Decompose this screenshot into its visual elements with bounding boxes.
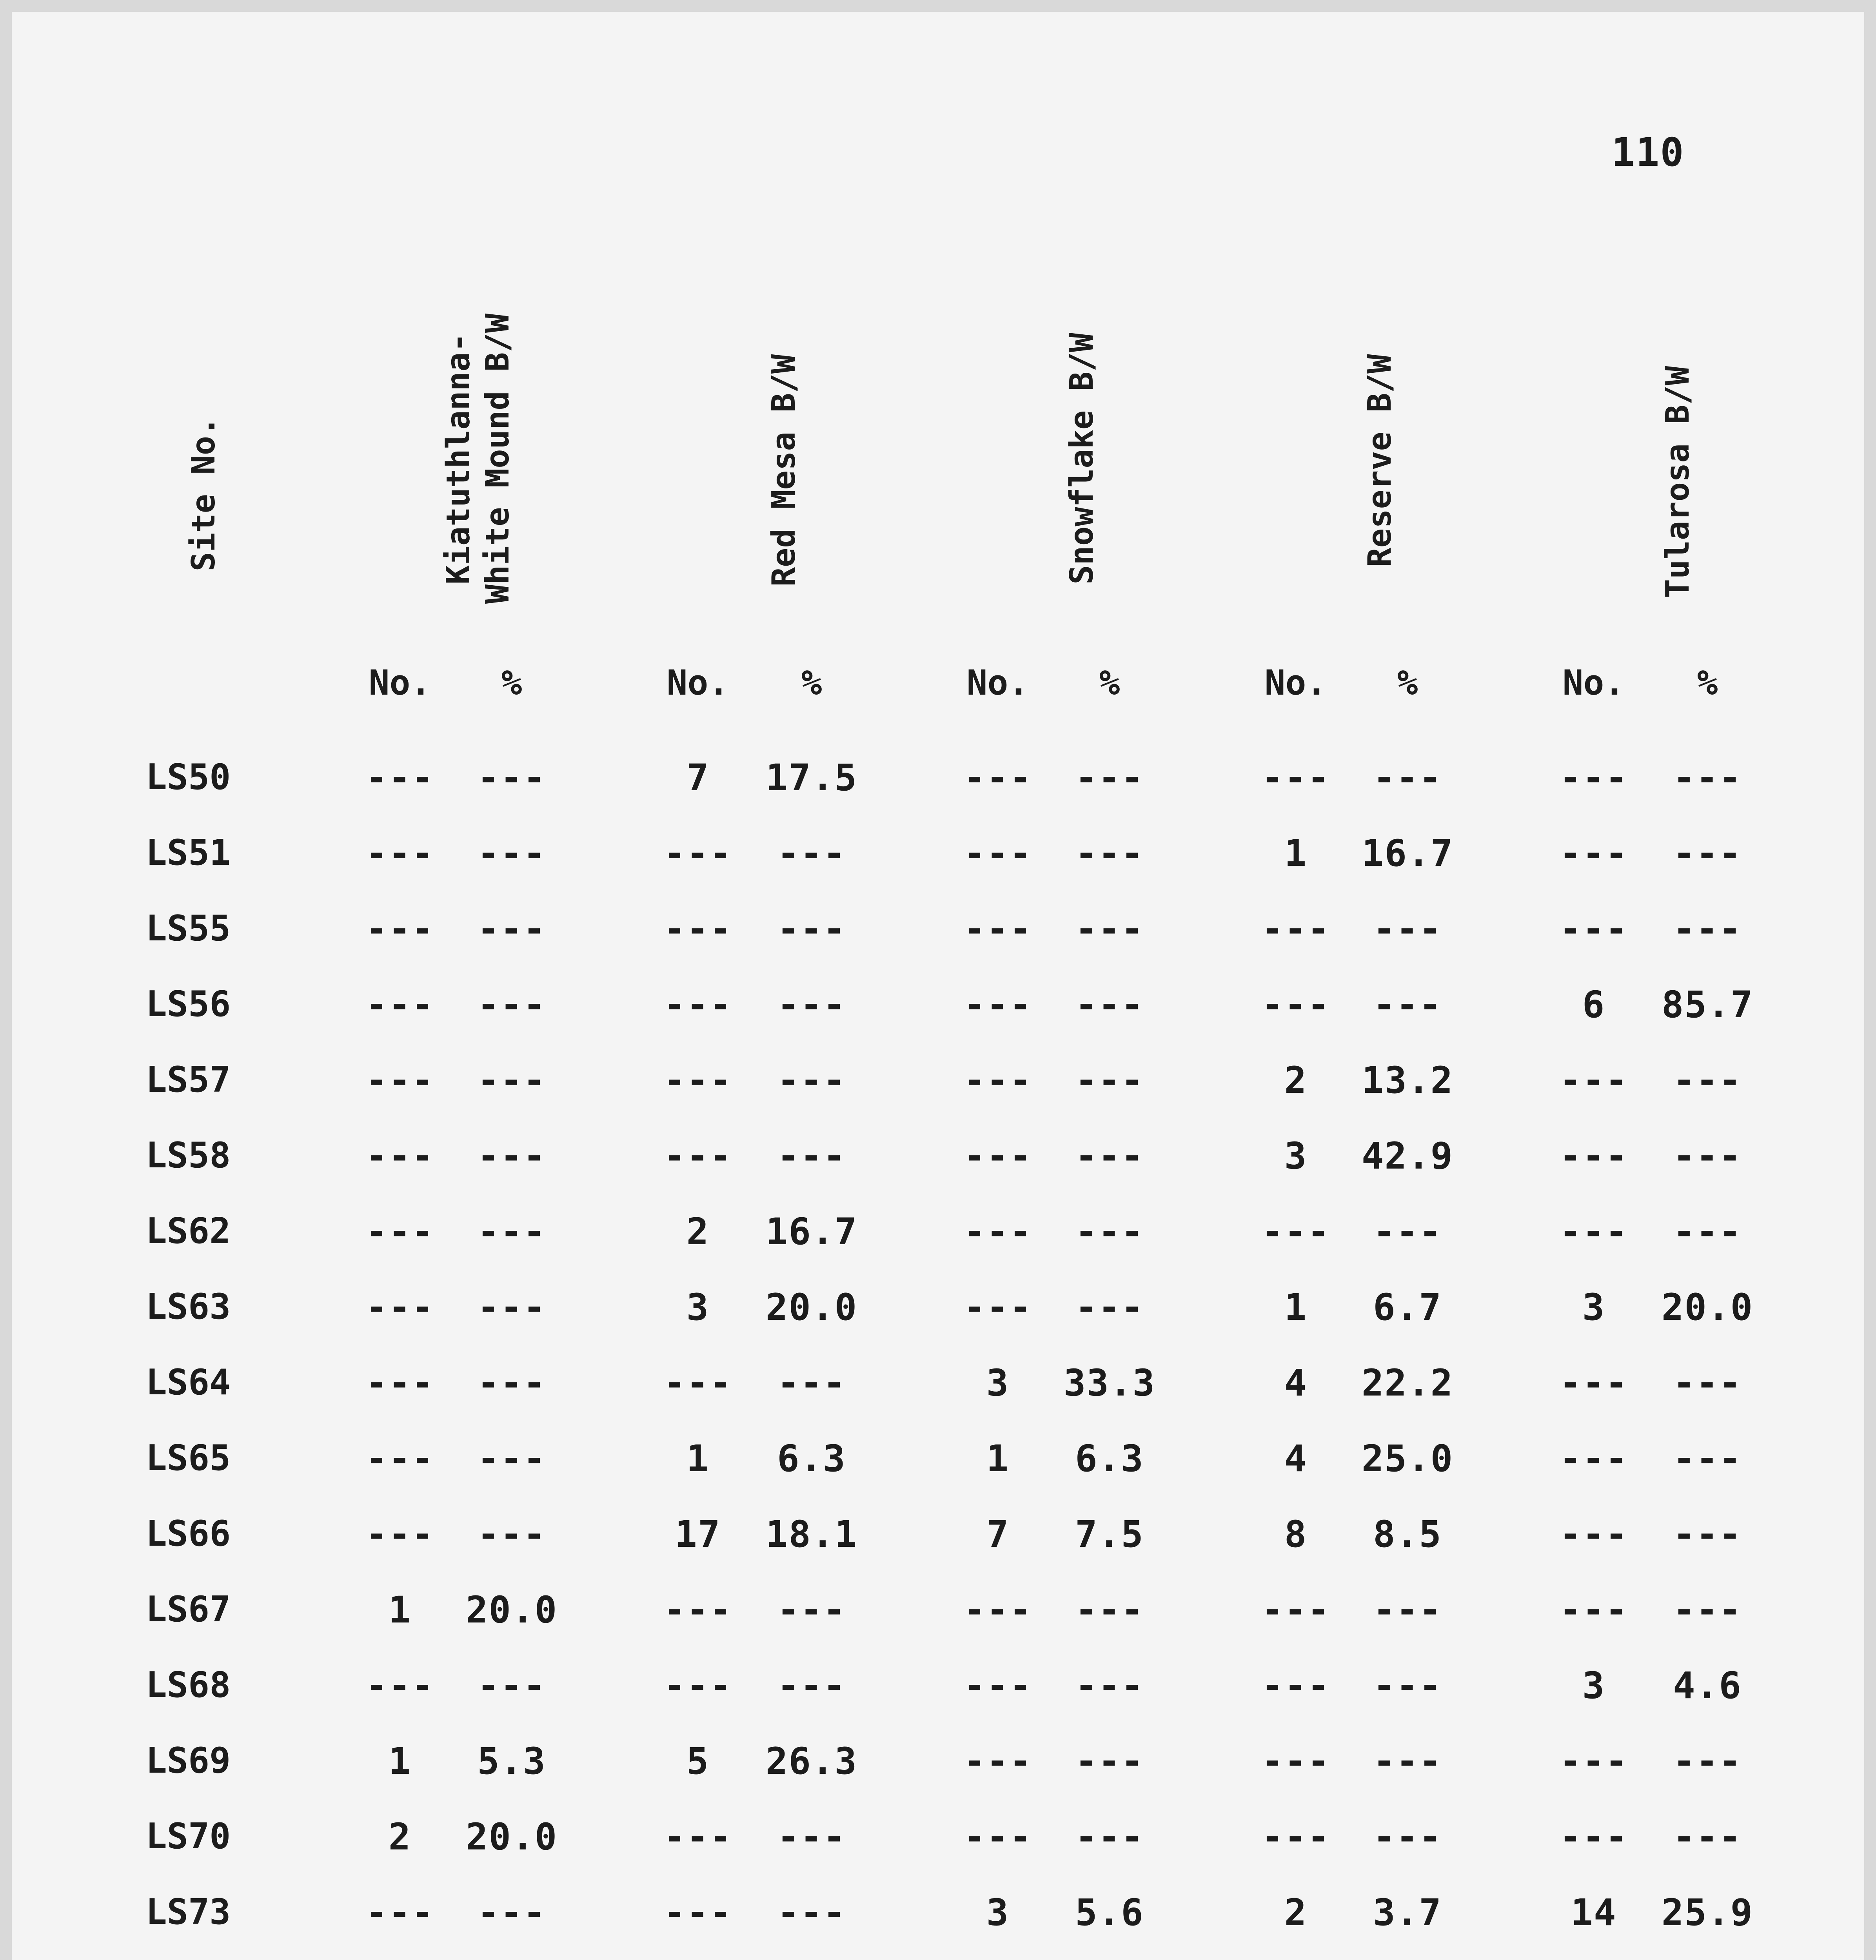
pottery-type-header-line: Snowflake B/W	[1063, 333, 1101, 584]
pottery-type-header-line: White Mound B/W	[479, 313, 516, 604]
percent-cell: ---	[1075, 984, 1144, 1026]
count-cell: ---	[1559, 1816, 1628, 1858]
percent-cell: ---	[477, 1891, 546, 1934]
count-cell: ---	[365, 1513, 434, 1556]
count-cell: ---	[1559, 1362, 1628, 1405]
count-cell: 1	[1284, 832, 1308, 875]
percent-cell: ---	[1673, 1589, 1742, 1632]
count-cell: 2	[686, 1210, 710, 1253]
percent-cell: ---	[1373, 908, 1442, 951]
percent-cell: ---	[777, 1664, 846, 1707]
count-cell: ---	[365, 984, 434, 1026]
percent-cell: ---	[777, 1589, 846, 1632]
count-cell: ---	[1559, 1059, 1628, 1102]
count-cell: 7	[686, 757, 710, 799]
count-cell: 3	[1582, 1286, 1605, 1329]
percent-cell: ---	[477, 1059, 546, 1102]
percent-cell: 42.9	[1361, 1135, 1454, 1178]
percent-cell: ---	[477, 908, 546, 951]
count-cell: ---	[963, 1286, 1032, 1329]
percent-cell: 6.7	[1373, 1286, 1442, 1329]
percent-cell: ---	[1673, 1362, 1742, 1405]
percent-cell: ---	[477, 832, 546, 875]
percent-cell: ---	[777, 832, 846, 875]
count-cell: ---	[663, 832, 732, 875]
percent-cell: 17.5	[765, 757, 858, 799]
count-cell: ---	[963, 1059, 1032, 1102]
percent-cell: ---	[1373, 1816, 1442, 1858]
percent-column-header: %	[1697, 662, 1718, 703]
percent-column-header: %	[1099, 662, 1120, 703]
count-cell: 3	[986, 1891, 1010, 1934]
count-cell: ---	[1559, 832, 1628, 875]
pottery-type-header	[1360, 354, 1400, 567]
site-number-cell: LS67	[145, 1589, 231, 1630]
count-cell: ---	[365, 1210, 434, 1253]
site-number-cell: LS66	[145, 1513, 231, 1554]
count-cell: ---	[365, 1437, 434, 1480]
site-number-cell: LS69	[145, 1740, 231, 1781]
percent-cell: ---	[1075, 1589, 1144, 1632]
percent-cell: ---	[477, 1135, 546, 1178]
percent-cell: ---	[777, 908, 846, 951]
percent-cell: ---	[1075, 1664, 1144, 1707]
count-cell: ---	[663, 1664, 732, 1707]
site-number-cell: LS55	[145, 908, 231, 949]
percent-cell: ---	[777, 1816, 846, 1858]
count-cell: ---	[1559, 1437, 1628, 1480]
percent-cell: ---	[777, 1135, 846, 1178]
percent-cell: ---	[777, 1059, 846, 1102]
count-cell: ---	[365, 1362, 434, 1405]
count-cell: 3	[1582, 1664, 1605, 1707]
percent-cell: 25.9	[1661, 1891, 1754, 1934]
count-cell: ---	[1261, 757, 1330, 799]
count-cell: ---	[1559, 1210, 1628, 1253]
count-cell: ---	[365, 832, 434, 875]
percent-cell: ---	[477, 1437, 546, 1480]
count-cell: 2	[388, 1816, 412, 1858]
count-cell: ---	[365, 1059, 434, 1102]
count-cell: ---	[963, 1135, 1032, 1178]
pottery-type-header	[765, 354, 804, 586]
percent-cell: ---	[477, 1513, 546, 1556]
page-number: 110	[1611, 129, 1685, 175]
count-cell: ---	[663, 1362, 732, 1405]
count-cell: ---	[1261, 1816, 1330, 1858]
site-no-header-label: Site No.	[185, 416, 222, 572]
count-cell: ---	[365, 1891, 434, 1934]
count-cell: ---	[1261, 908, 1330, 951]
document-page	[12, 12, 1864, 1960]
percent-cell: ---	[477, 1210, 546, 1253]
count-cell: ---	[963, 1740, 1032, 1783]
site-no-header	[184, 417, 223, 572]
count-cell: ---	[963, 1210, 1032, 1253]
percent-cell: 26.3	[765, 1740, 858, 1783]
count-cell: ---	[365, 1286, 434, 1329]
count-cell: ---	[1559, 1513, 1628, 1556]
count-cell: ---	[963, 1816, 1032, 1858]
percent-cell: ---	[1673, 757, 1742, 799]
pottery-type-header-line: Reserve B/W	[1361, 354, 1398, 567]
count-cell: 8	[1284, 1513, 1308, 1556]
percent-cell: ---	[1673, 1513, 1742, 1556]
percent-cell: 4.6	[1673, 1664, 1742, 1707]
percent-column-header: %	[801, 662, 822, 703]
count-cell: 6	[1582, 984, 1605, 1026]
count-cell: 1	[1284, 1286, 1308, 1329]
count-cell: ---	[1261, 1740, 1330, 1783]
count-cell: ---	[663, 1891, 732, 1934]
site-number-cell: LS56	[145, 984, 231, 1025]
percent-cell: ---	[1673, 1210, 1742, 1253]
percent-cell: 20.0	[1661, 1286, 1754, 1329]
count-cell: 4	[1284, 1437, 1308, 1480]
percent-cell: 16.7	[765, 1210, 858, 1253]
percent-cell: ---	[777, 1362, 846, 1405]
count-cell: 1	[686, 1437, 710, 1480]
pottery-type-header	[1062, 333, 1102, 584]
percent-cell: ---	[477, 984, 546, 1026]
count-cell: ---	[963, 908, 1032, 951]
percent-cell: ---	[1373, 757, 1442, 799]
percent-cell: 20.0	[465, 1816, 558, 1858]
count-cell: ---	[963, 984, 1032, 1026]
percent-cell: ---	[1075, 1816, 1144, 1858]
no-column-header: No.	[666, 662, 729, 703]
percent-cell: ---	[1673, 1059, 1742, 1102]
site-number-cell: LS62	[145, 1210, 231, 1252]
count-cell: 1	[388, 1589, 412, 1632]
count-cell: ---	[963, 1589, 1032, 1632]
percent-cell: 6.3	[1075, 1437, 1144, 1480]
site-number-cell: LS64	[145, 1362, 231, 1403]
pottery-type-header-line: Kiatuthlanna-	[440, 333, 477, 584]
no-column-header: No.	[369, 662, 431, 703]
count-cell: ---	[1559, 908, 1628, 951]
percent-column-header: %	[1397, 662, 1418, 703]
percent-cell: ---	[1075, 757, 1144, 799]
percent-cell: ---	[1373, 1664, 1442, 1707]
count-cell: 3	[986, 1362, 1010, 1405]
percent-cell: 3.7	[1373, 1891, 1442, 1934]
site-number-cell: LS70	[145, 1816, 231, 1857]
percent-cell: ---	[1673, 908, 1742, 951]
percent-cell: ---	[1673, 1816, 1742, 1858]
pottery-type-header-line: Red Mesa B/W	[765, 354, 803, 587]
count-cell: 14	[1571, 1891, 1617, 1934]
percent-cell: 18.1	[765, 1513, 858, 1556]
percent-cell: ---	[1373, 1740, 1442, 1783]
percent-cell: ---	[1075, 1135, 1144, 1178]
site-number-cell: LS51	[145, 832, 231, 873]
percent-cell: 8.5	[1373, 1513, 1442, 1556]
count-cell: ---	[1559, 757, 1628, 799]
percent-cell: ---	[1373, 1210, 1442, 1253]
count-cell: ---	[1559, 1740, 1628, 1783]
percent-cell: ---	[1075, 1210, 1144, 1253]
percent-cell: ---	[477, 757, 546, 799]
count-cell: ---	[663, 1816, 732, 1858]
percent-cell: ---	[1673, 1740, 1742, 1783]
percent-cell: ---	[477, 1362, 546, 1405]
percent-cell: 33.3	[1063, 1362, 1156, 1405]
no-column-header: No.	[966, 662, 1029, 703]
site-number-cell: LS58	[145, 1135, 231, 1176]
percent-cell: ---	[1075, 1286, 1144, 1329]
count-cell: 3	[1284, 1135, 1308, 1178]
percent-cell: ---	[1373, 984, 1442, 1026]
percent-cell: ---	[777, 984, 846, 1026]
count-cell: ---	[963, 1664, 1032, 1707]
count-cell: ---	[1261, 1589, 1330, 1632]
site-number-cell: LS68	[145, 1664, 231, 1706]
count-cell: ---	[1559, 1135, 1628, 1178]
percent-cell: 16.7	[1361, 832, 1454, 875]
count-cell: ---	[1261, 984, 1330, 1026]
percent-cell: 22.2	[1361, 1362, 1454, 1405]
count-cell: 1	[388, 1740, 412, 1783]
count-cell: ---	[365, 908, 434, 951]
percent-cell: ---	[1673, 1135, 1742, 1178]
percent-cell: ---	[777, 1891, 846, 1934]
percent-cell: ---	[1673, 832, 1742, 875]
percent-cell: 6.3	[777, 1437, 846, 1480]
percent-cell: ---	[1075, 908, 1144, 951]
percent-cell: 20.0	[465, 1589, 558, 1632]
site-number-cell: LS50	[145, 757, 231, 798]
percent-cell: 7.5	[1075, 1513, 1144, 1556]
count-cell: ---	[963, 757, 1032, 799]
count-cell: ---	[1261, 1664, 1330, 1707]
count-cell: ---	[365, 1664, 434, 1707]
count-cell: ---	[963, 832, 1032, 875]
percent-cell: 85.7	[1661, 984, 1754, 1026]
count-cell: ---	[663, 1589, 732, 1632]
percent-cell: 20.0	[765, 1286, 858, 1329]
percent-cell: 13.2	[1361, 1059, 1454, 1102]
percent-cell: ---	[1673, 1437, 1742, 1480]
no-column-header: No.	[1562, 662, 1625, 703]
no-column-header: No.	[1264, 662, 1327, 703]
count-cell: ---	[365, 1135, 434, 1178]
count-cell: ---	[663, 908, 732, 951]
percent-cell: ---	[477, 1664, 546, 1707]
count-cell: ---	[663, 1059, 732, 1102]
percent-cell: ---	[1075, 1740, 1144, 1783]
count-cell: ---	[365, 757, 434, 799]
count-cell: 4	[1284, 1362, 1308, 1405]
percent-cell: ---	[1075, 1059, 1144, 1102]
count-cell: 5	[686, 1740, 710, 1783]
site-number-cell: LS57	[145, 1059, 231, 1100]
site-number-cell: LS73	[145, 1891, 231, 1933]
count-cell: ---	[1261, 1210, 1330, 1253]
count-cell: ---	[663, 1135, 732, 1178]
site-number-cell: LS65	[145, 1437, 231, 1479]
count-cell: 1	[986, 1437, 1010, 1480]
count-cell: ---	[663, 984, 732, 1026]
count-cell: 2	[1284, 1059, 1308, 1102]
count-cell: 17	[675, 1513, 721, 1556]
count-cell: 3	[686, 1286, 710, 1329]
percent-cell: 5.6	[1075, 1891, 1144, 1934]
percent-cell: 5.3	[477, 1740, 546, 1783]
count-cell: 2	[1284, 1891, 1308, 1934]
percent-cell: ---	[477, 1286, 546, 1329]
pottery-type-header-line: Tularosa B/W	[1659, 366, 1696, 599]
percent-cell: ---	[1373, 1589, 1442, 1632]
percent-cell: 25.0	[1361, 1437, 1454, 1480]
percent-cell: ---	[1075, 832, 1144, 875]
count-cell: ---	[1559, 1589, 1628, 1632]
pottery-type-header	[1658, 366, 1698, 598]
count-cell: 7	[986, 1513, 1010, 1556]
pottery-type-header	[439, 314, 518, 604]
percent-column-header: %	[501, 662, 522, 703]
site-number-cell: LS63	[145, 1286, 231, 1327]
